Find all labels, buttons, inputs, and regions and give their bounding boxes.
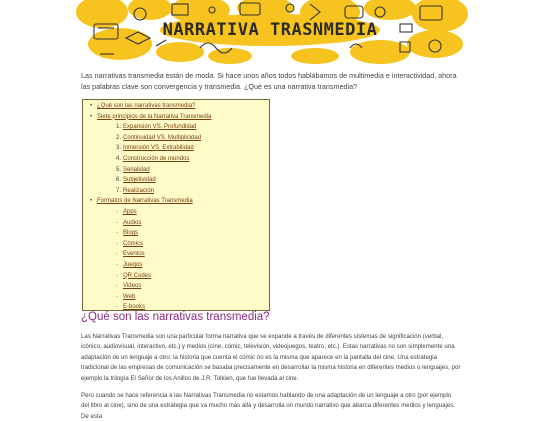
section-paragraph-1: Las Narrativas Transmedia son una particular forma narrativa que se expande a través de diferentes sistemas de significación (verbal, icónico, audiovisual, interactivo, etc.) y medios (cine, cómic, televisión, videojuegos, teatro, etc.). Estas narrativas no son simplemente una adaptación de un lenguaje a otro: la historia que cuenta el cómic no es la misma que aparece en la pantalla del cine. Una estrategia tradicional de las empresas de comunicación se basaba precisamente en desarrollar la misma historia en diferentes medios o lenguajes, por ejemplo la trilogía El Señor de los Anillos de J.R. Tolkien, que fue llevada al cine.: [81, 333, 461, 382]
toc-subitem: [123, 281, 263, 292]
toc-link-que-son[interactable]: ¿Qué son las narrativas transmedia?: [97, 103, 196, 109]
toc-subitem: [123, 271, 263, 282]
toc-link-construccion[interactable]: Construcción de mundos: [123, 155, 190, 162]
toc-link-realizacion[interactable]: Realización: [123, 187, 155, 194]
toc-link-e-books[interactable]: E-books: [123, 304, 146, 311]
toc-subitem: [123, 292, 263, 303]
toc-link-expansion[interactable]: Expansión VS. Profundidad: [123, 124, 197, 131]
toc-subitem: [123, 122, 263, 133]
toc-link-juegos[interactable]: Juegos: [123, 261, 143, 268]
toc-link-web[interactable]: Web: [123, 293, 136, 300]
toc-link-siete-principios[interactable]: Siete principios de la Narrativa Transmedia: [97, 113, 212, 120]
toc-link-continuidad[interactable]: Continuidad VS. Multiplicidad: [123, 134, 202, 141]
toc-link-blogs[interactable]: Blogs: [123, 230, 139, 237]
section-paragraph-2: Pero cuando se hace referencia a las Narrativas Transmedia no estamos hablando de una adaptación de un lenguaje a otro (por ejemplo del libro al cine), sino de una estrategia que va mucho más allá y desarrolla un mundo narrativo que abarca diferentes medios y lenguajes. De esta: [81, 392, 455, 420]
toc-link-apps[interactable]: Apps: [123, 208, 137, 215]
toc-subitem: [123, 207, 263, 218]
toc-subitem: [123, 175, 263, 186]
toc-subitem: [123, 154, 263, 165]
toc-item: [89, 101, 263, 112]
toc-link-subjetividad[interactable]: Subjetividad: [123, 177, 156, 184]
toc-subitem: [123, 249, 263, 260]
toc-link-serialidad[interactable]: Serialidad: [123, 166, 150, 173]
header-banner: [80, 0, 460, 64]
toc-subitem: [123, 218, 263, 229]
toc-link-audios[interactable]: Audios: [123, 219, 142, 226]
intro-paragraph: Las narrativas transmedia están de moda. Si hace unos años todos hablábamos de multimedia e interactividad, ahora las palabras clave son convergencia y transmedia. ¿Qué es una narrativa transmedia?: [81, 71, 457, 91]
toc-link-inmersion[interactable]: Inmersión VS. Extrabilidad: [123, 145, 194, 152]
toc-subitem: [123, 186, 263, 197]
table-of-contents: [82, 99, 270, 311]
toc-item: [89, 112, 263, 197]
toc-subitem: [123, 260, 263, 271]
toc-subitem: [123, 165, 263, 176]
section-heading: ¿Qué son las narrativas transmedia?: [81, 311, 270, 323]
toc-subitem: [123, 143, 263, 154]
toc-link-comics[interactable]: Cómics: [123, 240, 144, 247]
toc-subitem: [123, 228, 263, 239]
toc-subitem: [123, 133, 263, 144]
toc-item: [89, 196, 263, 313]
toc-link-formatos[interactable]: Formatos de Narrativas Transmedia: [97, 198, 193, 205]
toc-link-qr-codes[interactable]: QR Codes: [123, 272, 152, 279]
toc-link-eventos[interactable]: Eventos: [123, 251, 145, 258]
toc-subitem: [123, 239, 263, 250]
site-title: NARRATIVA TRASNMEDIA: [162, 20, 378, 40]
toc-link-videos[interactable]: Videos: [123, 283, 142, 290]
